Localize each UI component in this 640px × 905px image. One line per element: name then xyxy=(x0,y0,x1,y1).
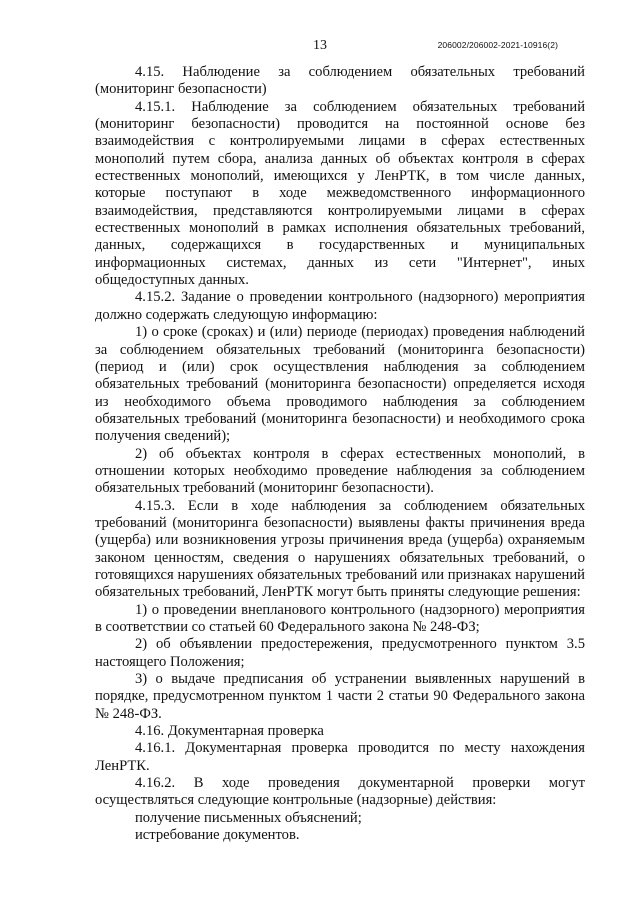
list-item-4-15-2-2: 2) об объектах контроля в сферах естественных монополий, в отношении которых необходимо проведение наблюдения за соблюдением обязательных требований (мониторинг безопасности). xyxy=(95,445,585,497)
list-item-4-16-2-1: получение письменных объяснений; xyxy=(135,809,362,826)
page-number: 13 xyxy=(313,38,327,53)
list-item-4-16-2-2: истребование документов. xyxy=(135,827,300,844)
list-item-4-15-3-3: 3) о выдаче предписания об устранении выявленных нарушений в порядке, предусмотренном пунктом 1 части 2 статьи 90 Федерального закона № 248-ФЗ. xyxy=(95,671,585,722)
list-item-4-15-3-2: 2) об объявлении предостережения, предусмотренного пунктом 3.5 настоящего Положения; xyxy=(95,636,585,670)
paragraph-4-15-2: 4.15.2. Задание о проведении контрольного (надзорного) мероприятия должно содержать следующую информацию: xyxy=(95,289,585,323)
paragraph-4-16-1: 4.16.1. Документарная проверка проводится по месту нахождения ЛенРТК. xyxy=(95,740,585,774)
section-heading-4-15: 4.15. Наблюдение за соблюдением обязательных требований (мониторинг безопасности) xyxy=(95,64,585,98)
list-item-4-15-2-1: 1) о сроке (сроках) и (или) периоде (периодах) проведения наблюдений за соблюдением обязательных требований (мониторинга безопасности) (период и (или) срок осуществления наблюдения за соблюдением обязательных требований (мониторинга безопасности) определяется исходя из необходимого объема проводимого наблюдения за соблюдением обязательных требований (мониторинга безопасности) и необходимого срока получения сведений); xyxy=(95,324,585,445)
paragraph-4-15-3: 4.15.3. Если в ходе наблюдения за соблюдением обязательных требований (мониторинга безопасности) выявлены факты причинения вреда (ущерба) или возникновения угрозы причинения вреда (ущерба) охраняемым законом ценностям, сведения о нарушениях обязательных требований, о готовящихся нарушениях обязательных требований или признаках нарушений обязательных требований, ЛенРТК могут быть приняты следующие решения: xyxy=(95,497,585,601)
paragraph-4-16-2: 4.16.2. В ходе проведения документарной проверки могут осуществляться следующие контрольные (надзорные) действия: xyxy=(95,775,585,809)
list-item-4-15-3-1: 1) о проведении внепланового контрольного (надзорного) мероприятия в соответствии со статьей 60 Федерального закона № 248-ФЗ; xyxy=(95,601,585,635)
paragraph-4-15-1: 4.15.1. Наблюдение за соблюдением обязательных требований (мониторинг безопасности) проводится на постоянной основе без взаимодействия с контролируемыми лицами в сферах естественных монополий путем сбора, анализа данных об объектах контроля в сферах естественных монополий, имеющихся у ЛенРТК, в том числе данных, которые поступают в ходе межведомственного информационного взаимодействия, представляются контролируемыми лицами в сферах естественных монополий в рамках исполнения обязательных требований, данных, содержащихся в государственных и муниципальных информационных системах, данных из сети "Интернет", иных общедоступных данных. xyxy=(95,98,585,289)
document-body xyxy=(95,64,585,844)
document-id: 206002/206002-2021-10916(2) xyxy=(437,40,558,50)
section-heading-4-16: 4.16. Документарная проверка xyxy=(135,723,324,740)
